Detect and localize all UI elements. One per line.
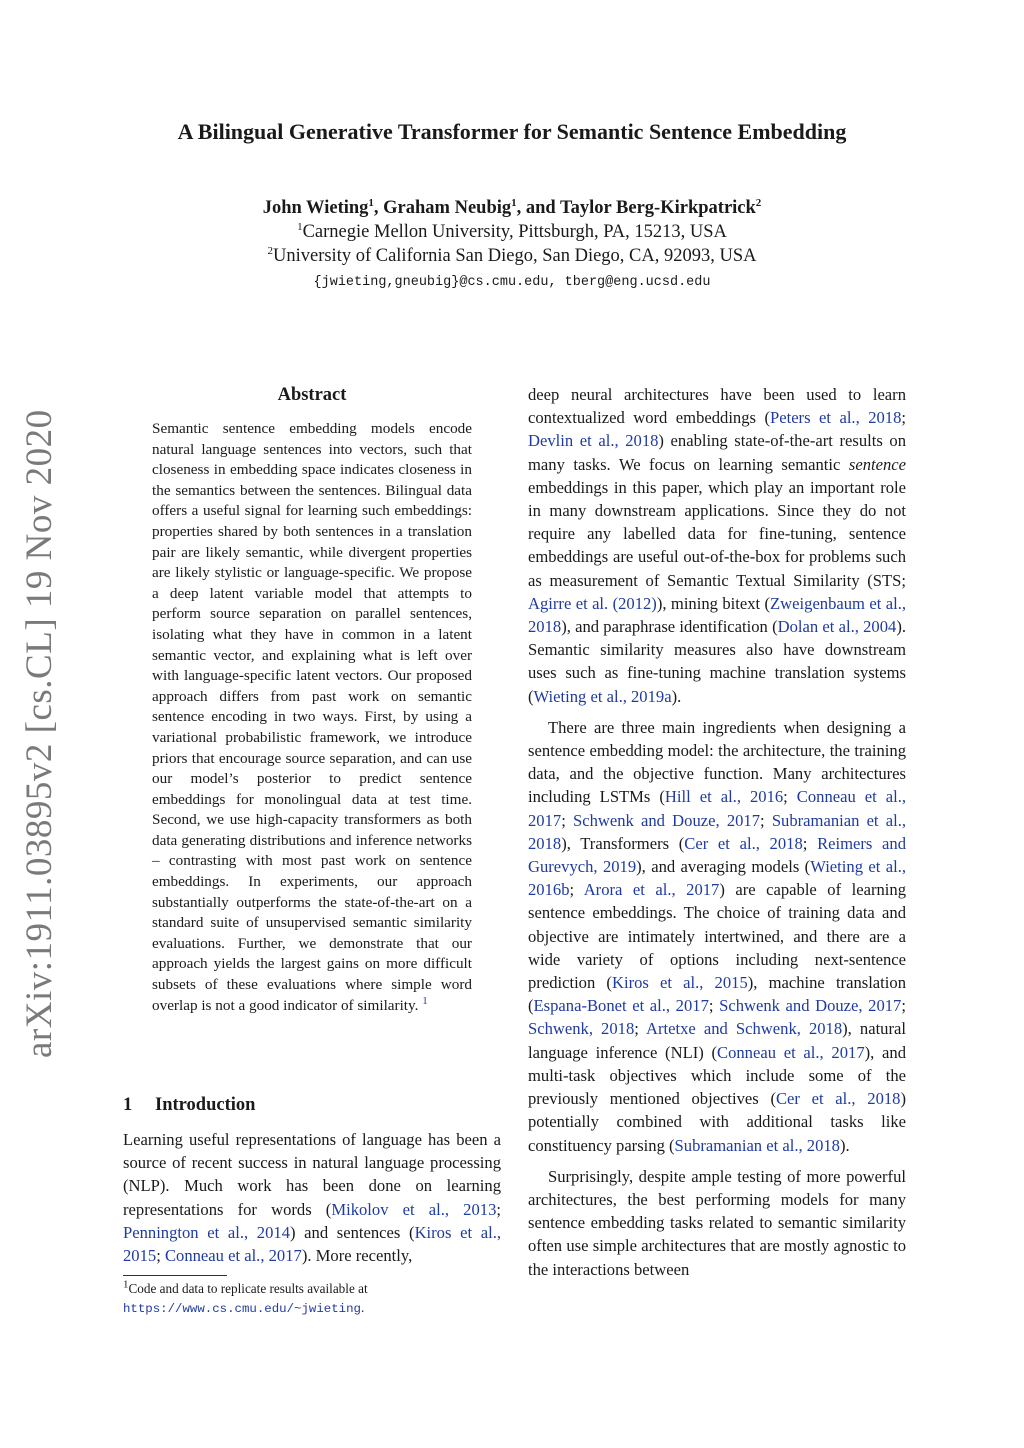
citation-link[interactable]: Hill et al., 2016 bbox=[664, 787, 784, 807]
affiliation-mark: 1 bbox=[511, 196, 517, 209]
affiliation-mark: 1 bbox=[297, 220, 303, 233]
citation-link[interactable]: Subramanian et al., 2018 bbox=[528, 810, 907, 853]
citation-link[interactable]: Cer et al., 2018 bbox=[684, 833, 803, 853]
citation-link[interactable]: Reimers and Gurevych, 2019 bbox=[528, 833, 907, 877]
body-text: Learning useful representations of language has been a source of recent success in natural language processing (NLP). Much work has been done on learning representations for words ( bbox=[123, 1130, 501, 1219]
citation-link[interactable]: Conneau et al., 2017 bbox=[717, 1042, 865, 1062]
body-text: ). More recently, bbox=[301, 1246, 413, 1266]
arxiv-identifier[interactable]: arXiv:1911.03895v2 [cs.CL] 19 Nov 2020 bbox=[19, 409, 60, 1058]
footnote-url-link[interactable]: https://www.cs.cmu.edu/~jwieting bbox=[123, 1302, 361, 1316]
author-names bbox=[0, 196, 1024, 220]
body-text: ) potentially combined with additional tasks like constituency parsing ( bbox=[528, 1089, 906, 1155]
section-title: Introduction bbox=[155, 1095, 256, 1115]
body-text: ), machine translation ( bbox=[528, 973, 906, 1016]
citation-link[interactable]: Espana-Bonet et al., 2017 bbox=[533, 996, 709, 1016]
affiliation-2 bbox=[0, 244, 1024, 268]
body-text: ; bbox=[561, 810, 573, 830]
intro-paragraph bbox=[528, 716, 906, 1157]
citation-link[interactable]: Schwenk and Douze, 2017 bbox=[719, 996, 902, 1016]
section-number: 1 bbox=[123, 1095, 133, 1115]
citation-link[interactable]: Schwenk and Douze, 2017 bbox=[573, 810, 761, 830]
citation-link[interactable]: Pennington et al., 2014 bbox=[123, 1222, 290, 1242]
intro-paragraph-left bbox=[123, 1128, 501, 1267]
citation-link[interactable]: Cer et al., 2018 bbox=[775, 1089, 901, 1109]
body-text: ; bbox=[760, 810, 772, 830]
citation-link[interactable]: Conneau et al., 2017 bbox=[164, 1246, 302, 1266]
abstract-body bbox=[152, 419, 472, 1016]
body-text: deep neural architectures have been used to learn contextualized word embeddings ( bbox=[528, 385, 906, 428]
body-text: Surprisingly, despite ample testing of more powerful architectures, the best performing models for many sentence embedding tasks related to semantic similarity often use simple architectures that are mostly agnostic to the interactions between bbox=[528, 1166, 906, 1279]
author-block bbox=[0, 196, 1024, 298]
emphasis-text: sentence bbox=[848, 454, 906, 474]
section-heading bbox=[123, 1093, 503, 1117]
citation-link[interactable]: Kiros et al., 2015 bbox=[611, 973, 748, 993]
citation-link[interactable]: Wieting et al., 2016b bbox=[528, 857, 906, 900]
body-text: ; bbox=[496, 1199, 501, 1219]
footnote-divider bbox=[123, 1275, 227, 1276]
citation-link[interactable]: Peters et al., 2018 bbox=[769, 408, 902, 428]
citation-link[interactable]: Schwenk, 2018 bbox=[528, 1019, 635, 1039]
citation-link[interactable]: Artetxe and Schwenk, 2018 bbox=[646, 1019, 843, 1039]
abstract-text: Semantic sentence embedding models encode natural language sentences into vectors, such that closeness in embedding space indicates closeness in the semantics between the sentences. Bilingual data offers a useful signal for learning such embeddings: properties shared by both sentences in a translation pair are likely semantic, while divergent properties are likely stylistic or language-specific. We propose a deep latent variable model that attempts to perform source separation on parallel sentences, isolating what they have in common in a latent semantic vector, and explaining what is left over with language-specific latent vectors. Our proposed approach differs from past work on semantic sentence encoding in two ways. First, by using a variational probabilistic framework, we introduce priors that encourage source separation, and can use our model’s posterior to predict sentence embeddings for monolingual data at test time. Second, we use high-capacity transformers as both data generating distributions and inference networks – contrasting with most past work on sentence embeddings. In experiments, our approach substantially outperforms the state-of-the-art on a standard suite of unsupervised semantic similarity evaluations. Further, we demonstrate that our approach yields the largest gains on more difficult subsets of these evaluations where simple word overlap is not a good indicator of similarity. bbox=[152, 420, 472, 1014]
body-text: ), Transformers ( bbox=[561, 833, 685, 853]
author-name: , Graham Neubig bbox=[373, 198, 512, 218]
body-text: ). Semantic similarity measures also have downstream uses such as fine-tuning machine translation systems ( bbox=[528, 617, 907, 706]
affiliation-text: Carnegie Mellon University, Pittsburgh, PA, 15213, USA bbox=[302, 222, 727, 242]
body-text: embeddings in this paper, which play an important role in many downstream applications. Since they do not require any labelled data for fine-tuning, sentence embeddings are useful out-of-the-box for problems such as measurement of Semantic Textual Similarity (STS; bbox=[528, 477, 906, 590]
body-text: ). bbox=[671, 686, 682, 706]
body-text: ; bbox=[156, 1246, 165, 1266]
citation-link[interactable]: Kiros et al., 2015 bbox=[123, 1222, 501, 1266]
body-text: ), and averaging models ( bbox=[636, 857, 811, 877]
citation-link[interactable]: Zweigenbaum et al., 2018 bbox=[528, 593, 907, 637]
footnote-text: . bbox=[360, 1300, 365, 1315]
affiliation-mark: 1 bbox=[368, 196, 374, 209]
affiliation-1 bbox=[0, 220, 1024, 244]
footnote-ref[interactable]: 1 bbox=[422, 994, 428, 1007]
body-text: ; bbox=[901, 408, 907, 428]
author-name: John Wieting bbox=[262, 198, 369, 218]
body-text: ; bbox=[634, 1019, 647, 1039]
footnote bbox=[123, 1279, 503, 1319]
body-text: ; bbox=[802, 833, 818, 853]
citation-link[interactable]: Conneau et al., 2017 bbox=[528, 787, 907, 830]
citation-link[interactable]: Mikolov et al., 2013 bbox=[331, 1199, 497, 1219]
body-text: There are three main ingredients when designing a sentence embedding model: the architecture, the training data, and the objective function. Many architectures including LSTMs ( bbox=[528, 717, 906, 807]
body-text: ; bbox=[708, 996, 720, 1016]
citation-link[interactable]: Devlin et al., 2018 bbox=[528, 431, 659, 451]
footnote-mark: 1 bbox=[123, 1278, 129, 1291]
body-text: ; bbox=[783, 787, 797, 807]
citation-link[interactable]: Dolan et al., 2004 bbox=[777, 617, 897, 637]
body-text: ), and paraphrase identification ( bbox=[561, 617, 778, 637]
body-text: ; bbox=[569, 880, 584, 900]
body-text: ; bbox=[901, 996, 906, 1016]
paper-title: A Bilingual Generative Transformer for Semantic Sentence Embedding bbox=[177, 119, 847, 144]
body-text: ) are capable of learning sentence embeddings. The choice of training data and objective are intimately intertwined, and there are a wide variety of options including next-sentence prediction ( bbox=[528, 880, 907, 993]
body-text: ) and sentences ( bbox=[290, 1222, 415, 1242]
affiliation-mark: 2 bbox=[267, 244, 273, 257]
intro-paragraph bbox=[528, 1165, 906, 1281]
footnote-text: Code and data to replicate results available at bbox=[128, 1281, 368, 1296]
abstract-heading: Abstract bbox=[277, 385, 347, 405]
body-text: ) enabling state-of-the-art results on many tasks. We focus on learning semantic bbox=[528, 431, 907, 474]
citation-link[interactable]: Agirre et al. (2012) bbox=[528, 593, 657, 613]
body-text: ), natural language inference (NLI) ( bbox=[528, 1019, 906, 1062]
affiliation-mark: 2 bbox=[755, 196, 762, 209]
author-name: , and Taylor Berg-Kirkpatrick bbox=[516, 198, 756, 218]
body-text: ), mining bitext ( bbox=[656, 593, 771, 613]
body-text: ), and multi-task objectives which include some of the previously mentioned objectives ( bbox=[528, 1042, 906, 1109]
affiliation-text: University of California San Diego, San Diego, CA, 92093, USA bbox=[272, 246, 757, 266]
author-emails[interactable]: {jwieting,gneubig}@cs.cmu.edu, tberg@eng.ucsd.edu bbox=[313, 275, 711, 290]
citation-link[interactable]: Subramanian et al., 2018 bbox=[674, 1135, 840, 1155]
citation-link[interactable]: Arora et al., 2017 bbox=[583, 880, 720, 900]
intro-paragraph bbox=[528, 383, 906, 708]
citation-link[interactable]: Wieting et al., 2019a bbox=[533, 686, 672, 706]
right-column bbox=[528, 383, 906, 1289]
body-text: ). bbox=[839, 1135, 850, 1155]
